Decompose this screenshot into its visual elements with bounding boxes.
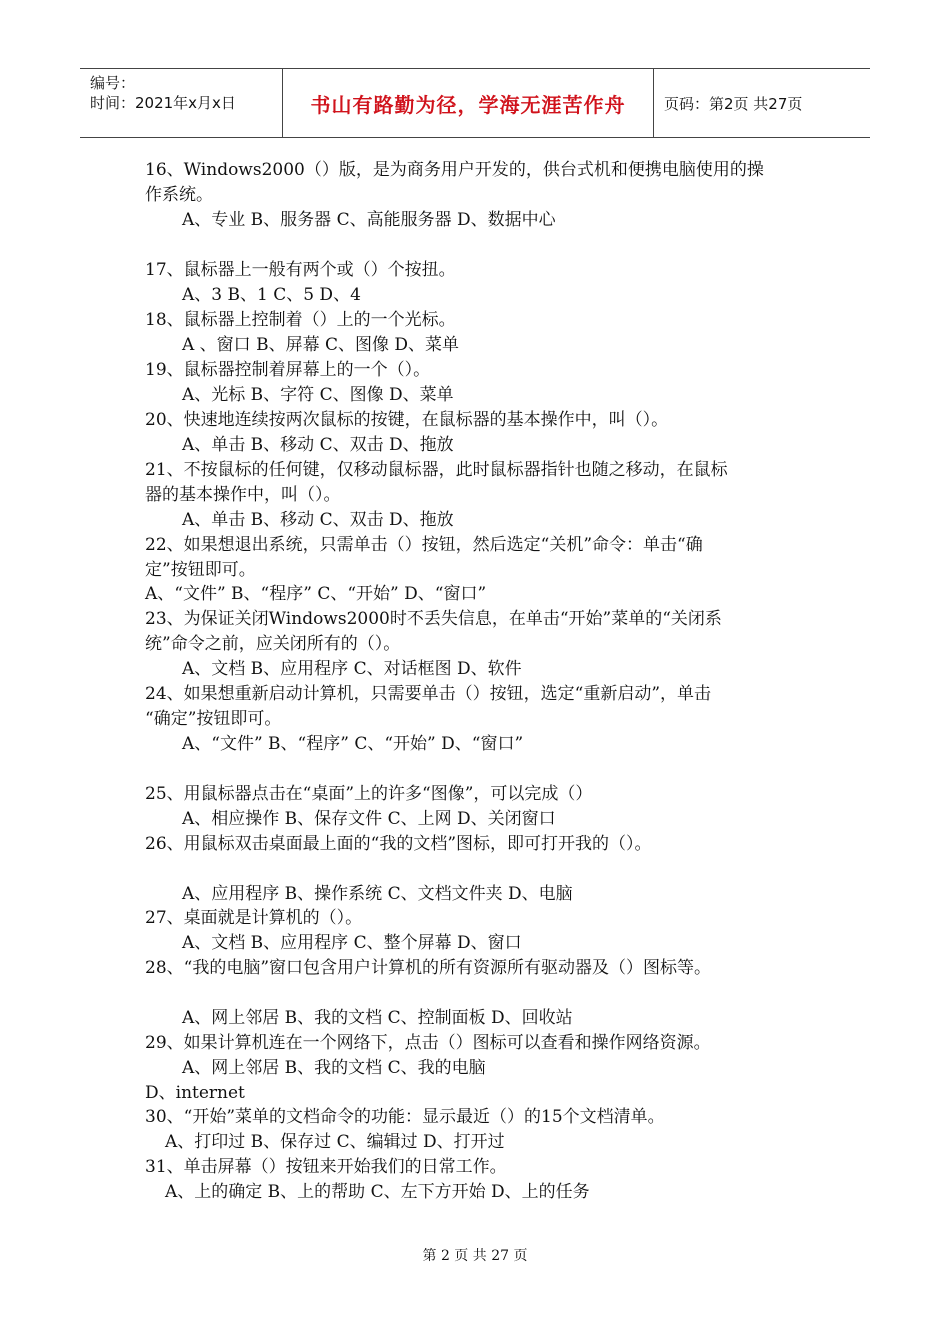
question-line: 定”按钮即可。 bbox=[145, 560, 256, 580]
header-meta bbox=[80, 69, 282, 137]
question-line: 24、如果想重新启动计算机，只需要单击（）按钮，选定“重新启动”，单击 bbox=[145, 684, 712, 704]
options-line: A、“文件” B、“程序” C、“开始” D、“窗口” bbox=[145, 584, 487, 604]
options-line: A、文档 B、应用程序 C、对话框图 D、软件 bbox=[182, 659, 522, 679]
motto: 书山有路勤为径，学海无涯苦作舟 bbox=[310, 92, 626, 117]
options-line: A、网上邻居 B、我的文档 C、我的电脑 bbox=[182, 1058, 486, 1078]
time-label: 时间：2021年x月x日 bbox=[90, 94, 236, 112]
question-line: 23、为保证关闭Windows2000时不丢失信息，在单击“开始”菜单的“关闭系 bbox=[145, 609, 722, 629]
options-line: A、应用程序 B、操作系统 C、文档文件夹 D、电脑 bbox=[182, 884, 573, 904]
options-line: A 、窗口 B、屏幕 C、图像 D、菜单 bbox=[182, 335, 460, 355]
question-line: “确定”按钮即可。 bbox=[145, 709, 282, 729]
question-line: 20、快速地连续按两次鼠标的按键，在鼠标器的基本操作中，叫（）。 bbox=[145, 410, 669, 430]
options-line: A、上的确定 B、上的帮助 C、左下方开始 D、上的任务 bbox=[165, 1182, 590, 1202]
question-line: 19、鼠标器控制着屏幕上的一个（）。 bbox=[145, 360, 431, 380]
question-line: 22、如果想退出系统，只需单击（）按钮，然后选定“关机”命令：单击“确 bbox=[145, 535, 703, 555]
question-line: 作系统。 bbox=[145, 185, 213, 205]
page-info: 页码：第2页 共27页 bbox=[664, 94, 803, 113]
options-line: A、相应操作 B、保存文件 C、上网 D、关闭窗口 bbox=[182, 809, 556, 829]
question-line: 30、“开始”菜单的文档命令的功能：显示最近（）的15个文档清单。 bbox=[145, 1107, 665, 1127]
question-line: 16、Windows2000（）版，是为商务用户开发的，供台式机和便携电脑使用的操 bbox=[145, 160, 764, 180]
question-line: 28、“我的电脑”窗口包含用户计算机的所有资源所有驱动器及（）图标等。 bbox=[145, 958, 712, 978]
options-line: A、3 B、1 C、5 D、4 bbox=[182, 285, 361, 305]
options-line: A、光标 B、字符 C、图像 D、菜单 bbox=[182, 385, 454, 405]
options-line: A、文档 B、应用程序 C、整个屏幕 D、窗口 bbox=[182, 933, 522, 953]
options-line: A、打印过 B、保存过 C、编辑过 D、打开过 bbox=[165, 1132, 505, 1152]
number-label: 编号： bbox=[90, 74, 136, 92]
options-line: A、单击 B、移动 C、双击 D、拖放 bbox=[182, 510, 454, 530]
question-line: 统”命令之前，应关闭所有的（）。 bbox=[145, 634, 401, 654]
options-line: A、“文件” B、“程序” C、“开始” D、“窗口” bbox=[182, 734, 524, 754]
question-line: 26、用鼠标双击桌面最上面的“我的文档”图标，即可打开我的（）。 bbox=[145, 834, 652, 854]
options-line: A、单击 B、移动 C、双击 D、拖放 bbox=[182, 435, 454, 455]
question-line: 器的基本操作中，叫（）。 bbox=[145, 485, 341, 505]
question-line: 25、用鼠标器点击在“桌面”上的许多“图像”，可以完成（） bbox=[145, 784, 593, 804]
question-line: 17、鼠标器上一般有两个或（）个按扭。 bbox=[145, 260, 456, 280]
header-page-cell bbox=[654, 69, 870, 137]
options-line: D、internet bbox=[145, 1083, 245, 1103]
page-header bbox=[80, 68, 870, 138]
question-line: 29、如果计算机连在一个网络下，点击（）图标可以查看和操作网络资源。 bbox=[145, 1033, 711, 1053]
header-motto-cell bbox=[282, 69, 654, 137]
page-footer: 第 2 页 共 27 页 bbox=[422, 1248, 528, 1264]
options-line: A、专业 B、服务器 C、高能服务器 D、数据中心 bbox=[182, 210, 556, 230]
question-line: 18、鼠标器上控制着（）上的一个光标。 bbox=[145, 310, 456, 330]
question-line: 27、桌面就是计算机的（）。 bbox=[145, 908, 363, 928]
options-line: A、网上邻居 B、我的文档 C、控制面板 D、回收站 bbox=[182, 1008, 573, 1028]
question-line: 21、不按鼠标的任何键，仅移动鼠标器，此时鼠标器指针也随之移动，在鼠标 bbox=[145, 460, 728, 480]
question-line: 31、单击屏幕（）按钮来开始我们的日常工作。 bbox=[145, 1157, 507, 1177]
